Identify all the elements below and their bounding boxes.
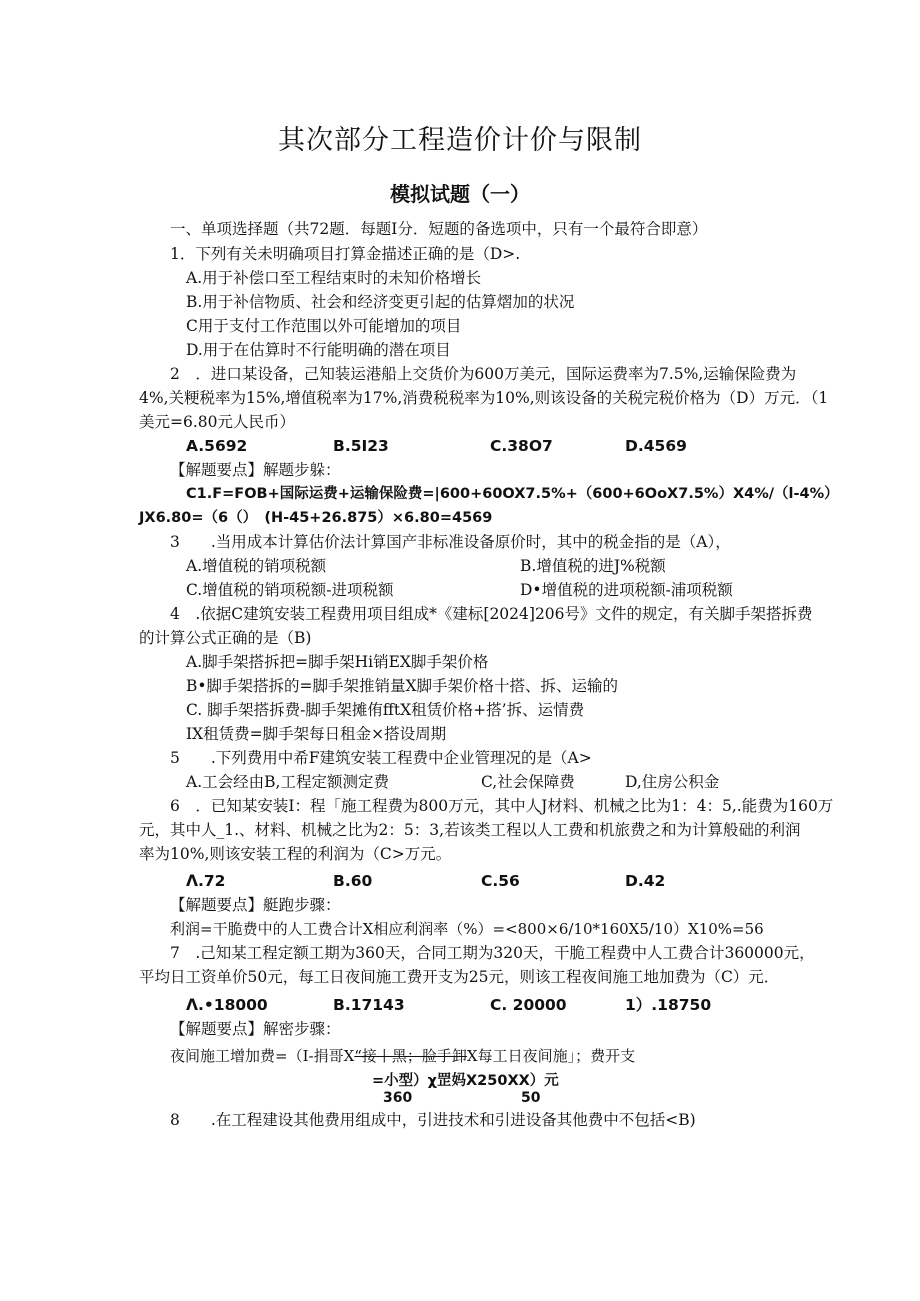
question-7-key-heading: 【解题要点】解密步骤： bbox=[170, 1020, 341, 1038]
document-subtitle: 模拟试题（一） bbox=[390, 182, 530, 206]
question-3-option-b: B.增值税的进J%税额 bbox=[520, 557, 666, 575]
question-3-option-a: A.增值税的销项税额 bbox=[186, 557, 327, 575]
question-4-option-a: A.脚手架搭拆把=脚手架Hi销EX脚手架价格 bbox=[186, 653, 489, 671]
question-6-solution: 利润=干脆费中的人工费合计X相应利润率（%）=<800×6/10*160X5/10）X10%=56 bbox=[170, 920, 764, 938]
question-8-stem: 8 .在工程建设其他费用组成中，引进技术和引进设备其他费中不包括<B) bbox=[170, 1111, 696, 1129]
question-6-option-a: Λ.72 bbox=[186, 872, 226, 890]
question-1-option-a: A.用于补偿口至工程结束时的未知价格增长 bbox=[186, 269, 482, 287]
question-7-solution-line-1 bbox=[170, 1046, 635, 1066]
question-7-line-2: 平均日工资单价50元，每工日夜间施工费开支为25元，则该工程夜间施工地加费为（C）元． bbox=[139, 968, 780, 986]
question-6-option-b: B.60 bbox=[333, 872, 373, 890]
document-title: 其次部分工程造价计价与限制 bbox=[278, 125, 642, 156]
question-4-option-b: B•脚手架搭拆的=脚手架推销量X脚手架价格十搭、拆、运输的 bbox=[186, 677, 619, 695]
question-7-solution-part-b: X每工日夜间施」；费开支 bbox=[466, 1047, 636, 1065]
question-7-option-c: C. 20000 bbox=[490, 996, 567, 1014]
question-2-option-b: B.5I23 bbox=[333, 437, 389, 455]
question-3-option-c: C.增值税的销项税额-进项税额 bbox=[186, 581, 394, 599]
question-2-solution-line-1: C1.F=FOB+国际运费+运输保险费=|600+60OX7.5%+（600+6OoX7.5%）X4%/（l-4%） bbox=[186, 486, 839, 502]
question-2-solution-line-2: JX6.80=（6（） (H-45+26.875）×6.80=4569 bbox=[139, 510, 493, 526]
question-2-line-3: 美元=6.80元人民币） bbox=[139, 413, 295, 431]
question-5-option-d: D,住房公积金 bbox=[625, 773, 720, 791]
question-7-option-a: Λ.•18000 bbox=[186, 996, 268, 1014]
question-2-line-2: 4%,关粳税率为15%,增值税率为17%,消费税税率为10%,则该设备的关税完税价格为（D）万元．（1 bbox=[139, 389, 829, 407]
question-7-solution-part-a: 夜间施工增加费=（I-捐哥X bbox=[170, 1047, 355, 1065]
question-7-solution-struck: “接丨黑；脸手卸 bbox=[354, 1047, 467, 1065]
question-1-option-c: C用于支付工作范围以外可能增加的项目 bbox=[186, 317, 462, 335]
question-3-option-d: D•增值税的进项税额-浦项税额 bbox=[520, 581, 733, 599]
question-2-key-heading: 【解题要点】解题步躲： bbox=[170, 461, 341, 479]
question-3-stem: 3 .当用成本计算估价法计算国产非标准设备原价时，其中的税金指的是（A）， bbox=[170, 533, 731, 551]
question-2-option-d: D.4569 bbox=[625, 437, 687, 455]
question-4-option-d: IX租赁费=脚手架每日租金×搭设周期 bbox=[186, 725, 447, 743]
question-5-option-ab: A.工会经由B,工程定额测定费 bbox=[186, 773, 389, 791]
section-heading: 一、单项选择题（共72题．每题I分．短题的备选项中，只有一个最符合即意） bbox=[170, 220, 708, 238]
question-4-line-1: 4 .依据C建筑安装工程费用项目组成*《建标[2024]206号》文件的规定，有关脚手架搭拆费 bbox=[170, 605, 813, 623]
question-7-denominator-1: 360 bbox=[383, 1090, 413, 1106]
question-7-option-b: B.17143 bbox=[333, 996, 405, 1014]
question-5-stem: 5 .下列费用中希F建筑安装工程费中企业管理况的是（A> bbox=[170, 749, 592, 767]
question-7-line-1: 7 .己知某工程定额工期为360天，合同工期为320天，干脆工程费中人工费合计360000元， bbox=[170, 944, 815, 962]
question-7-denominator-2: 50 bbox=[521, 1090, 541, 1106]
question-7-option-d: 1）.18750 bbox=[625, 996, 712, 1014]
question-1-option-d: D.用于在估算时不行能明确的潜在项目 bbox=[186, 341, 451, 359]
question-2-line-1: 2 ．进口某设备，己知装运港船上交货价为600万美元，国际运费率为7.5%,运输保险费为 bbox=[170, 365, 797, 383]
question-2-option-a: A.5692 bbox=[186, 437, 248, 455]
question-7-solution-line-2: =小型）χ罡妈X250XX）元 bbox=[372, 1073, 559, 1089]
question-6-line-2: 元，其中人_1.、材料、机械之比为2：5：3,若该类工程以人工费和机旅费之和为计算般础的利润 bbox=[139, 821, 801, 839]
question-6-line-3: 率为10%,则该安装工程的利润为（C>万元。 bbox=[139, 845, 452, 863]
question-6-line-1: 6 ．已知某安装I：程「施工程费为800万元，其中人J材料、机械之比为1：4：5,.能费为160万 bbox=[170, 797, 834, 815]
question-5-option-c: C,社会保障费 bbox=[481, 773, 575, 791]
question-6-option-d: D.42 bbox=[625, 872, 666, 890]
question-1-stem: 1．下列有关未明确项目打算金描述正确的是（D>. bbox=[170, 245, 521, 263]
question-4-option-c: C. 脚手架搭拆费-脚手架摊侑fftX租赁价格+搭’拆、运情费 bbox=[186, 701, 585, 719]
question-1-option-b: B.用于补信物质、社会和经济变更引起的估算熠加的状况 bbox=[186, 293, 575, 311]
question-6-key-heading: 【解题要点】艇跑步骤： bbox=[170, 896, 341, 914]
question-6-option-c: C.56 bbox=[481, 872, 520, 890]
question-4-line-2: 的计算公式正确的是（B) bbox=[139, 629, 312, 647]
question-2-option-c: C.38O7 bbox=[490, 437, 553, 455]
